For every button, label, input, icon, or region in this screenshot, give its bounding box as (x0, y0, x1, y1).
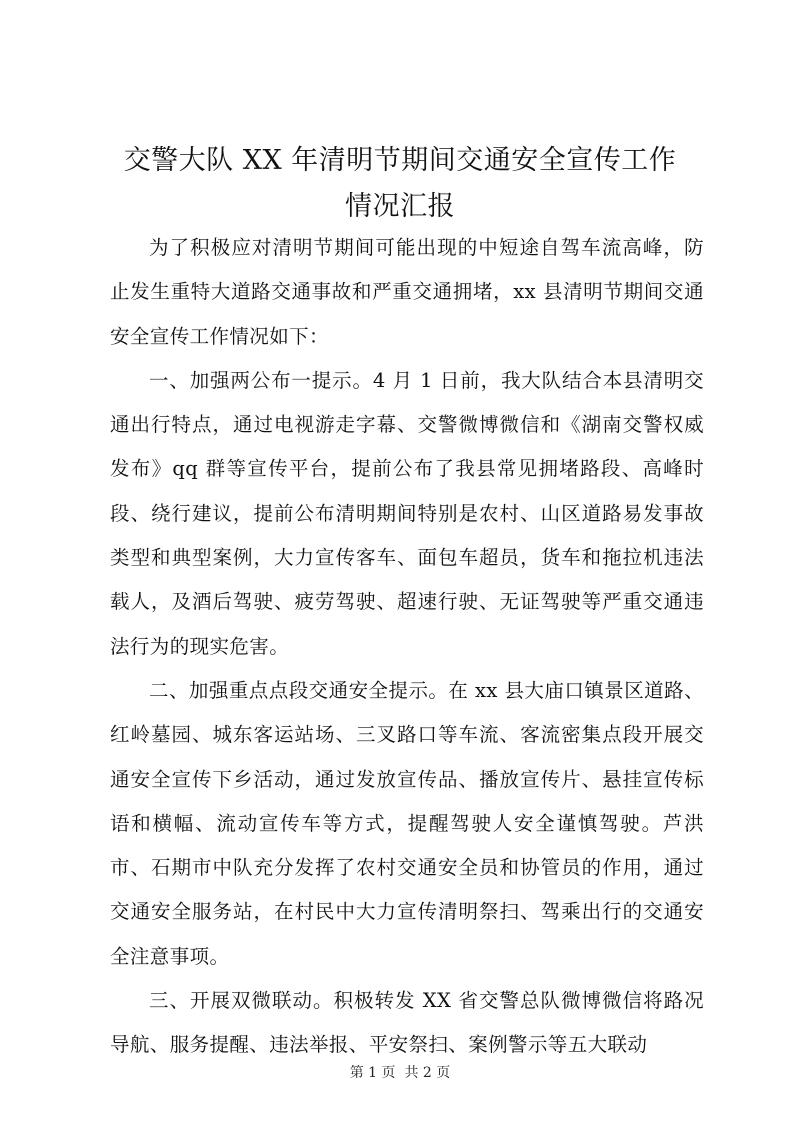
page-number: 第 1 页 共 2 页 (349, 1065, 451, 1081)
paragraph-section-1: 一、加强两公布一提示。4 月 1 日前，我大队结合本县清明交通出行特点，通过电视游走字幕、交警微博微信和《湖南交警权威发布》qq 群等宣传平台，提前公布了我县常见拥堵路段、高峰时段、绕行建议，提前公布清明期间特别是农村、山区道路易发事故类型和典型案例，大力宣传客车、面包车超员，货车和拖拉机违法载人，及酒后驾驶、疲劳驾驶、超速行驶、无证驾驶等严重交通违法行为的现实危害。 (110, 368, 704, 658)
page-footer (0, 1063, 800, 1083)
paragraph-section-3: 三、开展双微联动。积极转发 XX 省交警总队微博微信将路况导航、服务提醒、违法举报、平安祭扫、案例警示等五大联动 (110, 989, 704, 1057)
title-line-1: 交警大队 XX 年清明节期间交通安全宣传工作 (123, 145, 677, 176)
title-line-2: 情况汇报 (345, 191, 455, 222)
document-body (110, 226, 704, 1068)
paragraph-section-2: 二、加强重点点段交通安全提示。在 xx 县大庙口镇景区道路、红岭墓园、城东客运站场、三叉路口等车流、客流密集点段开展交通安全宣传下乡活动，通过发放宣传品、播放宣传片、悬挂宣传标语和横幅、流动宣传车等方式，提醒驾驶人安全谨慎驾驶。芦洪市、石期市中队充分发挥了农村交通安全员和协管员的作用，通过交通安全服务站，在村民中大力宣传清明祭扫、驾乘出行的交通安全注意事项。 (110, 678, 704, 968)
paragraph-intro: 为了积极应对清明节期间可能出现的中短途自驾车流高峰，防止发生重特大道路交通事故和严重交通拥堵，xx 县清明节期间交通安全宣传工作情况如下： (110, 236, 704, 348)
document-title (100, 138, 700, 230)
